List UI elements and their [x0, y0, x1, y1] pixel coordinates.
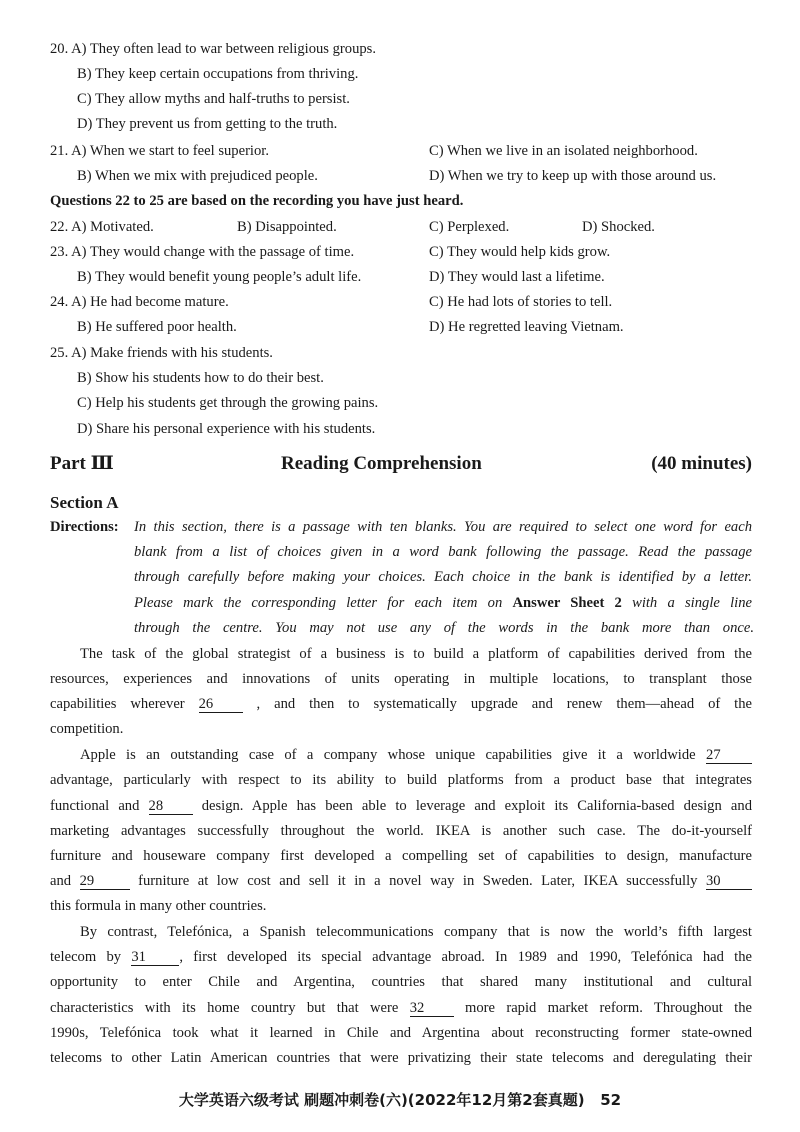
p2-line-7: this formula in many other countries.	[50, 898, 267, 914]
p3-line-3: opportunity to enter Chile and Argentina, countries that shared many institutional and cultural	[50, 974, 752, 990]
blank-32: 32	[410, 1001, 454, 1017]
q20-option-c: C) They allow myths and half-truths to persist.	[77, 91, 350, 107]
p3-line-1: By contrast, Telefónica, a Spanish telecommunications company that is now the world’s fifth largest	[80, 924, 752, 940]
blank-28: 28	[149, 799, 193, 815]
q21-option-b: B) When we mix with prejudiced people.	[77, 168, 318, 184]
q21-option-d: D) When we try to keep up with those around us.	[429, 168, 717, 184]
q22-option-c: C) Perplexed.	[429, 219, 510, 235]
q22-option-d: D) Shocked.	[582, 219, 655, 235]
p1-line-4: competition.	[50, 721, 124, 737]
q25-option-d: D) Share his personal experience with his students.	[77, 421, 376, 437]
p3-line-2: telecom by 31 , first developed its special advantage abroad. In 1989 and 1990, Telefónica had the	[50, 949, 753, 965]
q21-option-a: 21. A) When we start to feel superior.	[50, 143, 269, 159]
q22-number: 22. A)	[50, 219, 87, 235]
p3-line-4: characteristics with its home country but that were 32 more rapid market reform. Throughout the	[50, 1000, 752, 1016]
directions-line-4: Please mark the corresponding letter for each item on Answer Sheet 2 with a single line	[134, 595, 752, 611]
p1-line-2: resources, experiences and innovations of units operating in multiple locations, to transplant those	[50, 671, 752, 687]
q24-option-d: D) He regretted leaving Vietnam.	[429, 319, 624, 335]
blank-29: 29	[80, 874, 130, 890]
q25-option-a: 25. A) Make friends with his students.	[50, 345, 273, 361]
q24-option-c: C) He had lots of stories to tell.	[429, 294, 613, 310]
q20-option-d: D) They prevent us from getting to the truth.	[77, 116, 338, 132]
p3-line-6: telecoms to other Latin American countries that were privatizing their state telecoms and deregulating their	[50, 1050, 752, 1066]
p2-line-2: advantage, particularly with respect to its ability to build platforms from a product base that integrates	[50, 772, 752, 788]
q23-option-b: B) They would benefit young people’s adult life.	[77, 269, 362, 285]
blank-27: 27	[706, 748, 752, 764]
p3-line-5: 1990s, Telefónica took what it learned in Chile and Argentina about reconstructing former state-owned	[50, 1025, 752, 1041]
q24-option-b: B) He suffered poor health.	[77, 319, 237, 335]
p1-line-1: The task of the global strategist of a business is to build a platform of capabilities derived from the	[80, 646, 752, 662]
q23-option-c: C) They would help kids grow.	[429, 244, 611, 260]
p2-line-3: functional and 28 design. Apple has been able to leverage and exploit its California-based design and	[50, 798, 752, 814]
q22-option-a: 22. A) Motivated.	[50, 219, 154, 235]
recording-note: Questions 22 to 25 are based on the recording you have just heard.	[50, 193, 464, 209]
directions-line-3: through carefully before making your choices. Each choice in the bank is identified by a letter.	[134, 569, 752, 585]
q20-option-a: 20. A) They often lead to war between religious groups.	[50, 41, 376, 57]
q20-number: 20. A)	[50, 41, 87, 57]
directions-line-1: In this section, there is a passage with ten blanks. You are required to select one word for each	[134, 519, 752, 535]
q25-number: 25. A)	[50, 345, 87, 361]
blank-30: 30	[706, 874, 752, 890]
q21-option-c: C) When we live in an isolated neighborhood.	[429, 143, 698, 159]
section-heading: Section A	[50, 493, 119, 512]
blank-31: 31	[131, 950, 179, 966]
directions-line-2: blank from a list of choices given in a word bank following the passage. Read the passage	[134, 544, 752, 560]
q23-option-a: 23. A) They would change with the passage of time.	[50, 244, 355, 260]
q25-option-c: C) Help his students get through the growing pains.	[77, 395, 379, 411]
footer-title: 大学英语六级考试 刷题冲刺卷(六)(2022年12月第2套真题)	[178, 1091, 585, 1109]
part-time: (40 minutes)	[651, 453, 752, 474]
answer-sheet-ref: Answer Sheet 2	[512, 595, 622, 611]
p2-line-1: Apple is an outstanding case of a company whose unique capabilities give it a worldwide 27	[80, 746, 752, 764]
directions-line-5: through the centre. You may not use any of the words in the bank more than once.	[134, 620, 754, 636]
q23-number: 23. A)	[50, 244, 87, 260]
q20-option-b: B) They keep certain occupations from thriving.	[77, 66, 359, 82]
page-footer	[0, 1090, 800, 1110]
q22-option-b: B) Disappointed.	[237, 219, 337, 235]
part-title: Reading Comprehension	[281, 453, 482, 474]
q24-number: 24. A)	[50, 294, 87, 310]
p2-line-6: and 29 furniture at low cost and sell it in a novel way in Sweden. Later, IKEA successfully 30	[50, 872, 752, 890]
directions-label: Directions:	[50, 519, 119, 535]
p2-line-4: marketing advantages successfully throughout the world. IKEA is another such case. The do-it-yourself	[50, 823, 752, 839]
q24-option-a: 24. A) He had become mature.	[50, 294, 229, 310]
q23-option-d: D) They would last a lifetime.	[429, 269, 605, 285]
q21-number: 21. A)	[50, 143, 87, 159]
p1-line-3: capabilities wherever 26 , and then to systematically upgrade and renew them—ahead of the	[50, 696, 753, 712]
part-label: Part Ⅲ	[50, 453, 114, 474]
page-number: 52	[600, 1091, 622, 1109]
p2-line-5: furniture and houseware company first developed a compelling set of capabilities to design, manufacture	[50, 848, 752, 864]
blank-26: 26	[199, 697, 243, 713]
q25-option-b: B) Show his students how to do their best.	[77, 370, 324, 386]
